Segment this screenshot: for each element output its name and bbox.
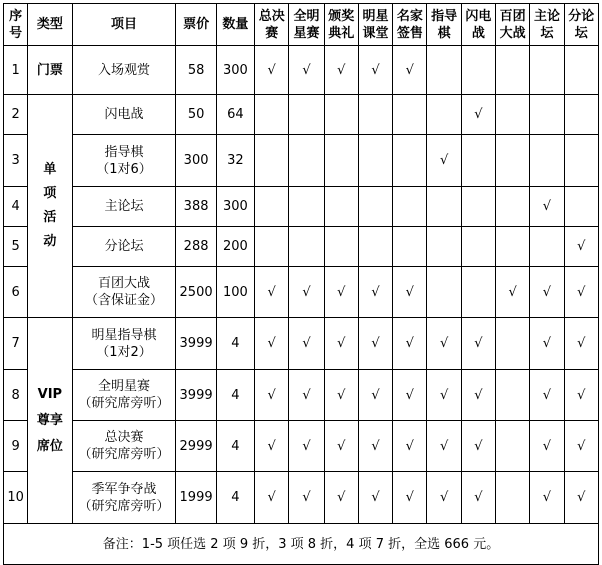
- empty-cell: [324, 187, 358, 227]
- empty-cell: [530, 46, 564, 95]
- empty-cell: [496, 227, 530, 267]
- empty-cell: [393, 95, 427, 135]
- row-seq: 10: [4, 472, 28, 524]
- row-qty: 4: [216, 318, 254, 370]
- row-qty: 100: [216, 267, 254, 318]
- empty-cell: [496, 95, 530, 135]
- empty-cell: [427, 227, 461, 267]
- row-price: 388: [176, 187, 216, 227]
- row-seq: 3: [4, 135, 28, 187]
- empty-cell: [358, 135, 392, 187]
- row-item: 入场观赏: [72, 46, 176, 95]
- ticket-pricing-table: [3, 3, 599, 565]
- check-mark: √: [564, 370, 598, 421]
- table-row: [4, 421, 599, 472]
- check-mark: √: [289, 267, 324, 318]
- empty-cell: [427, 187, 461, 227]
- empty-cell: [289, 187, 324, 227]
- row-item: 主论坛: [72, 187, 176, 227]
- check-mark: √: [358, 370, 392, 421]
- row-item: 分论坛: [72, 227, 176, 267]
- empty-cell: [496, 370, 530, 421]
- row-qty: 300: [216, 187, 254, 227]
- row-qty: 64: [216, 95, 254, 135]
- header-benefit: 百团 大战: [496, 4, 530, 46]
- row-price: 1999: [176, 472, 216, 524]
- header-benefit: 颁奖 典礼: [324, 4, 358, 46]
- check-mark: √: [530, 187, 564, 227]
- empty-cell: [530, 135, 564, 187]
- row-seq: 6: [4, 267, 28, 318]
- check-mark: √: [427, 135, 461, 187]
- check-mark: √: [496, 267, 530, 318]
- pricing-table-container: [3, 3, 599, 565]
- empty-cell: [496, 135, 530, 187]
- check-mark: √: [393, 370, 427, 421]
- check-mark: √: [255, 472, 289, 524]
- row-item: 全明星赛 （研究席旁听）: [72, 370, 176, 421]
- empty-cell: [496, 421, 530, 472]
- empty-cell: [427, 46, 461, 95]
- check-mark: √: [427, 370, 461, 421]
- row-qty: 32: [216, 135, 254, 187]
- check-mark: √: [393, 267, 427, 318]
- check-mark: √: [564, 318, 598, 370]
- header-benefit: 分论 坛: [564, 4, 598, 46]
- empty-cell: [393, 227, 427, 267]
- header-qty: 数量: [216, 4, 254, 46]
- check-mark: √: [358, 267, 392, 318]
- empty-cell: [324, 135, 358, 187]
- check-mark: √: [461, 370, 495, 421]
- check-mark: √: [530, 318, 564, 370]
- table-row: [4, 267, 599, 318]
- check-mark: √: [530, 421, 564, 472]
- empty-cell: [427, 95, 461, 135]
- row-seq: 5: [4, 227, 28, 267]
- empty-cell: [393, 187, 427, 227]
- row-qty: 300: [216, 46, 254, 95]
- empty-cell: [496, 472, 530, 524]
- check-mark: √: [358, 421, 392, 472]
- table-row: [4, 46, 599, 95]
- row-price: 2500: [176, 267, 216, 318]
- table-row: [4, 95, 599, 135]
- check-mark: √: [461, 95, 495, 135]
- header-benefit: 全明 星赛: [289, 4, 324, 46]
- table-row: [4, 370, 599, 421]
- empty-cell: [461, 227, 495, 267]
- row-item: 闪电战: [72, 95, 176, 135]
- row-qty: 200: [216, 227, 254, 267]
- check-mark: √: [530, 267, 564, 318]
- row-seq: 9: [4, 421, 28, 472]
- check-mark: √: [461, 472, 495, 524]
- empty-cell: [461, 135, 495, 187]
- header-item: 项目: [72, 4, 176, 46]
- empty-cell: [564, 135, 598, 187]
- table-row: [4, 472, 599, 524]
- check-mark: √: [324, 267, 358, 318]
- header-benefit: 闪电 战: [461, 4, 495, 46]
- check-mark: √: [427, 421, 461, 472]
- empty-cell: [461, 267, 495, 318]
- empty-cell: [461, 46, 495, 95]
- empty-cell: [358, 95, 392, 135]
- row-item: 季军争夺战 （研究席旁听）: [72, 472, 176, 524]
- header-benefit: 明星 课堂: [358, 4, 392, 46]
- check-mark: √: [358, 318, 392, 370]
- empty-cell: [496, 318, 530, 370]
- check-mark: √: [255, 421, 289, 472]
- check-mark: √: [289, 472, 324, 524]
- note-row: [4, 524, 599, 565]
- empty-cell: [496, 46, 530, 95]
- row-qty: 4: [216, 472, 254, 524]
- check-mark: √: [358, 472, 392, 524]
- empty-cell: [358, 227, 392, 267]
- check-mark: √: [564, 421, 598, 472]
- row-price: 58: [176, 46, 216, 95]
- header-row: [4, 4, 599, 46]
- header-benefit: 指导 棋: [427, 4, 461, 46]
- row-price: 3999: [176, 318, 216, 370]
- check-mark: √: [393, 318, 427, 370]
- check-mark: √: [255, 267, 289, 318]
- check-mark: √: [289, 370, 324, 421]
- header-benefit: 总决 赛: [255, 4, 289, 46]
- check-mark: √: [427, 318, 461, 370]
- row-seq: 8: [4, 370, 28, 421]
- check-mark: √: [393, 421, 427, 472]
- check-mark: √: [289, 318, 324, 370]
- check-mark: √: [324, 318, 358, 370]
- check-mark: √: [564, 227, 598, 267]
- header-seq: 序 号: [4, 4, 28, 46]
- empty-cell: [255, 95, 289, 135]
- row-qty: 4: [216, 370, 254, 421]
- table-row: [4, 227, 599, 267]
- row-seq: 1: [4, 46, 28, 95]
- type-vip-seat: VIP 尊享 席位: [28, 318, 72, 524]
- check-mark: √: [564, 472, 598, 524]
- header-benefit: 名家 签售: [393, 4, 427, 46]
- table-row: [4, 187, 599, 227]
- check-mark: √: [564, 267, 598, 318]
- empty-cell: [255, 135, 289, 187]
- empty-cell: [461, 187, 495, 227]
- empty-cell: [289, 95, 324, 135]
- row-item: 明星指导棋 （1对2）: [72, 318, 176, 370]
- table-row: [4, 318, 599, 370]
- empty-cell: [564, 95, 598, 135]
- empty-cell: [530, 95, 564, 135]
- check-mark: √: [255, 46, 289, 95]
- check-mark: √: [393, 46, 427, 95]
- empty-cell: [427, 267, 461, 318]
- type-single-activity: 单 项 活 动: [28, 95, 72, 318]
- header-benefit: 主论 坛: [530, 4, 564, 46]
- row-price: 300: [176, 135, 216, 187]
- check-mark: √: [289, 421, 324, 472]
- row-seq: 4: [4, 187, 28, 227]
- check-mark: √: [255, 318, 289, 370]
- empty-cell: [530, 227, 564, 267]
- header-type: 类型: [28, 4, 72, 46]
- check-mark: √: [358, 46, 392, 95]
- table-body: [4, 46, 599, 565]
- table-row: [4, 135, 599, 187]
- check-mark: √: [324, 421, 358, 472]
- empty-cell: [289, 135, 324, 187]
- empty-cell: [564, 187, 598, 227]
- row-price: 2999: [176, 421, 216, 472]
- empty-cell: [289, 227, 324, 267]
- check-mark: √: [530, 370, 564, 421]
- check-mark: √: [324, 46, 358, 95]
- empty-cell: [496, 187, 530, 227]
- empty-cell: [255, 187, 289, 227]
- row-item: 指导棋 （1对6）: [72, 135, 176, 187]
- row-item: 总决赛 （研究席旁听）: [72, 421, 176, 472]
- check-mark: √: [393, 472, 427, 524]
- check-mark: √: [289, 46, 324, 95]
- check-mark: √: [530, 472, 564, 524]
- empty-cell: [358, 187, 392, 227]
- check-mark: √: [255, 370, 289, 421]
- type-ticket: 门票: [28, 46, 72, 95]
- footnote: 备注：1-5 项任选 2 项 9 折，3 项 8 折，4 项 7 折，全选 666 元。: [4, 524, 599, 565]
- empty-cell: [564, 46, 598, 95]
- check-mark: √: [461, 318, 495, 370]
- empty-cell: [324, 227, 358, 267]
- check-mark: √: [324, 370, 358, 421]
- row-price: 288: [176, 227, 216, 267]
- empty-cell: [324, 95, 358, 135]
- check-mark: √: [324, 472, 358, 524]
- check-mark: √: [427, 472, 461, 524]
- row-price: 3999: [176, 370, 216, 421]
- row-qty: 4: [216, 421, 254, 472]
- row-seq: 2: [4, 95, 28, 135]
- row-seq: 7: [4, 318, 28, 370]
- header-price: 票价: [176, 4, 216, 46]
- row-price: 50: [176, 95, 216, 135]
- empty-cell: [255, 227, 289, 267]
- empty-cell: [393, 135, 427, 187]
- check-mark: √: [461, 421, 495, 472]
- row-item: 百团大战 （含保证金）: [72, 267, 176, 318]
